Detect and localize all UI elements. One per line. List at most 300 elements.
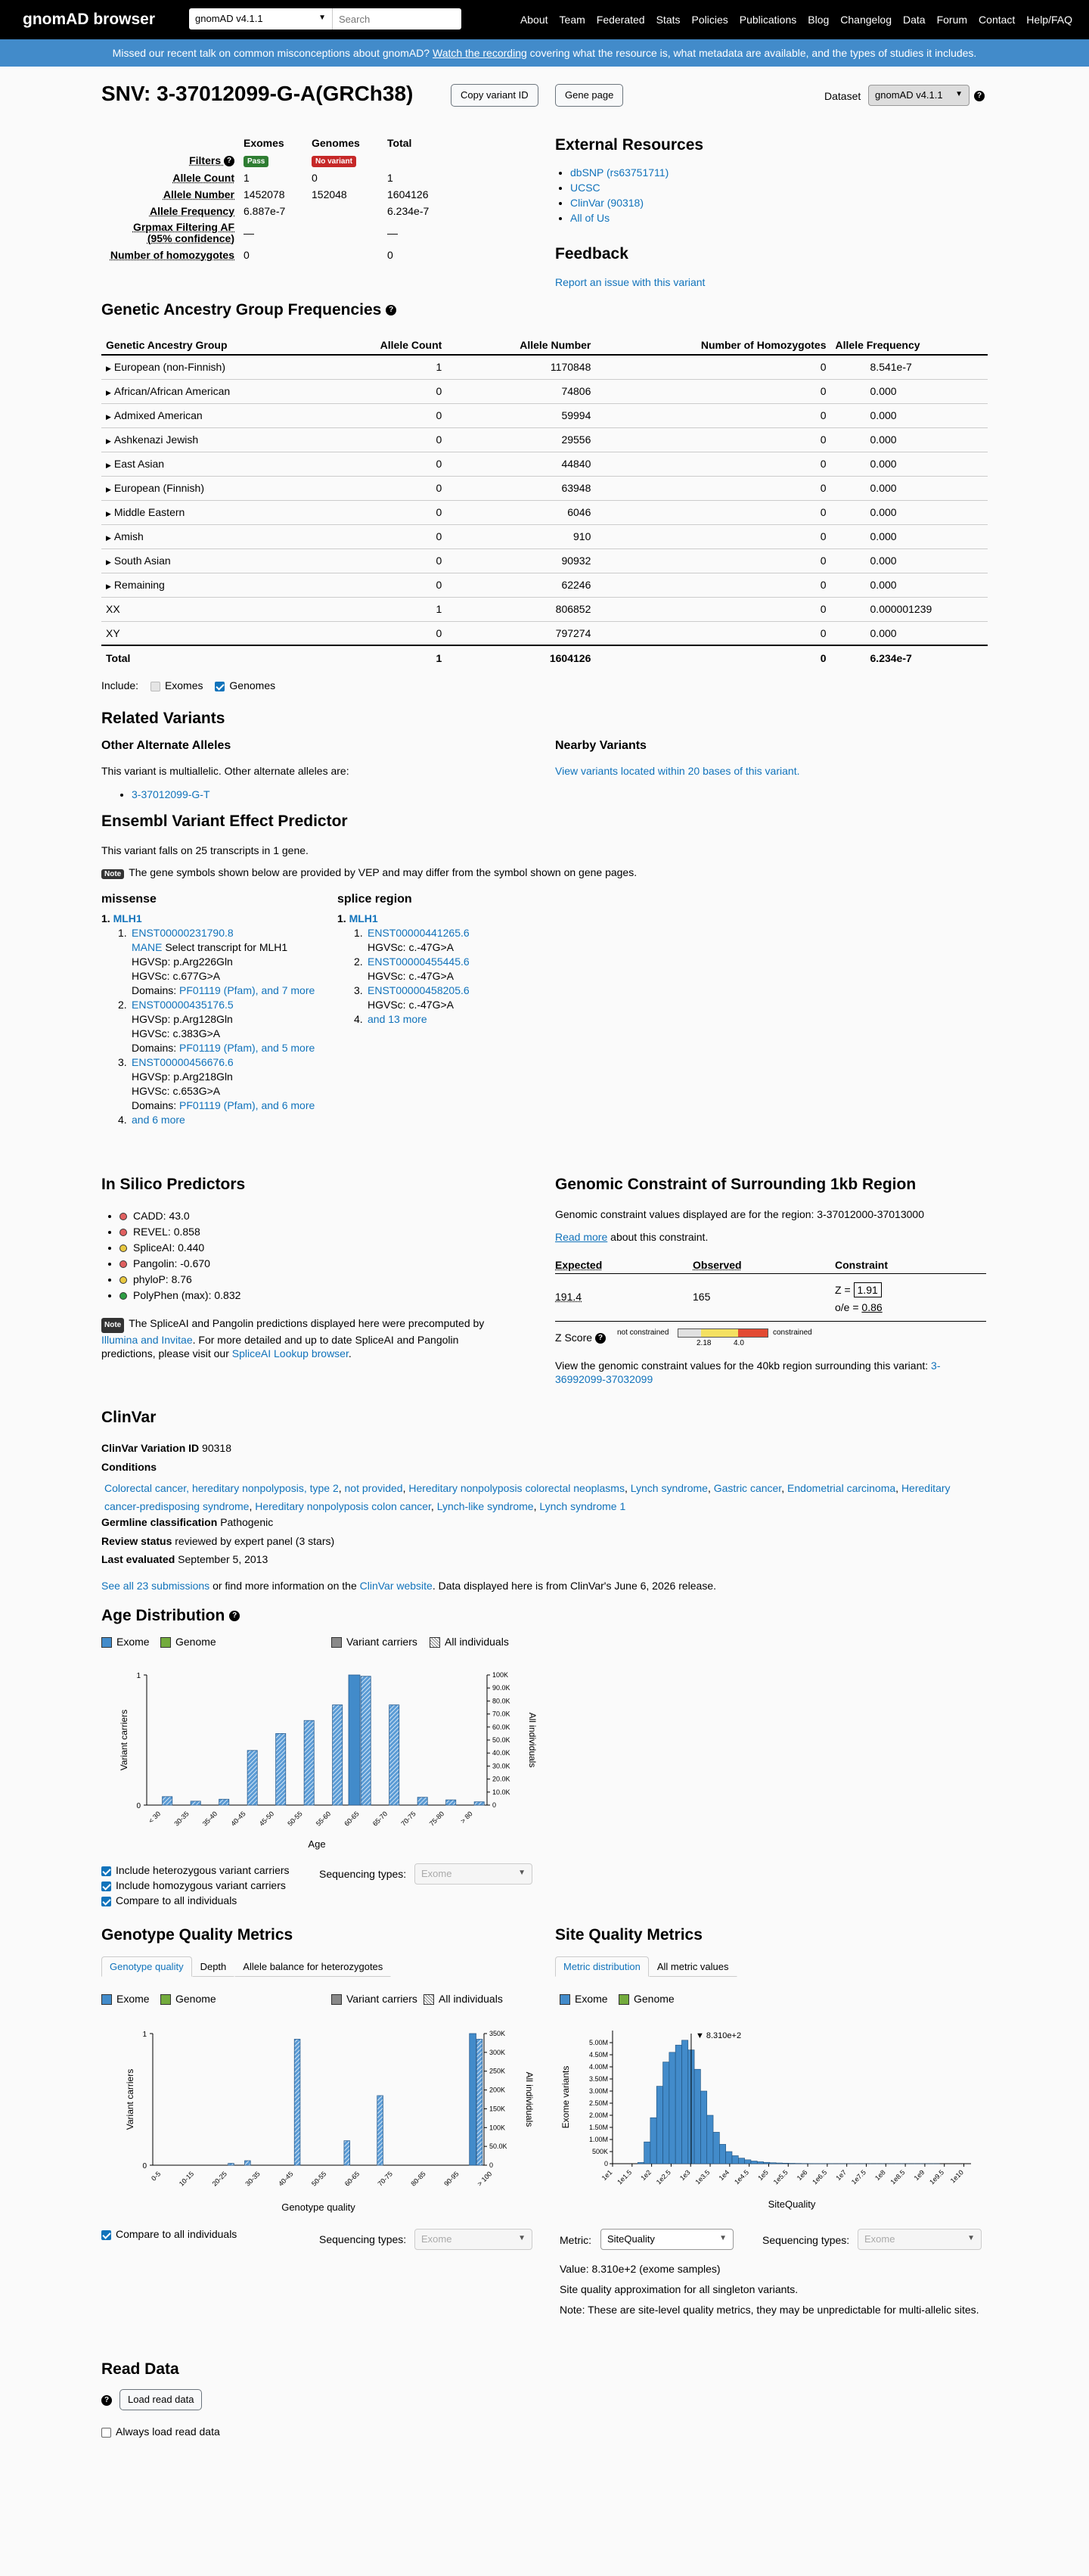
domains: Domains: PF01119 (Pfam), and 6 more [132, 1099, 315, 1111]
x-tick-label: 80-85 [409, 2170, 427, 2188]
ancestry-col-header[interactable]: Allele Count [360, 336, 446, 355]
ancestry-row[interactable] [101, 524, 988, 548]
all-individuals-bar [476, 2039, 482, 2165]
age-legend-carriers: Variant carriers [331, 1636, 417, 1648]
ancestry-title: Genetic Ancestry Group Frequencies ? [101, 301, 396, 319]
expected-value: 191.4 [555, 1291, 582, 1303]
all-individuals-bar [294, 2039, 300, 2165]
ancestry-row[interactable] [101, 355, 988, 379]
all-individuals-bar [247, 1751, 257, 1805]
ancestry-group-cell: ▶ Remaining [101, 573, 360, 597]
ancestry-group-cell: ▶ Admixed American [101, 403, 360, 427]
transcript-link[interactable]: ENST00000455445.6 [368, 956, 470, 968]
x-tick-label: 30-35 [244, 2170, 262, 2188]
nav-link-forum[interactable]: Forum [936, 14, 968, 26]
compare-all-checkbox[interactable]: Compare to all individuals [101, 1893, 290, 1908]
40kb-region-link[interactable]: 3-36992099-37032099 [555, 1359, 941, 1385]
x-tick-label: 90-95 [442, 2170, 461, 2188]
y-tick-label: 1 [136, 1672, 141, 1680]
x-tick-label: 1e6 [795, 2168, 809, 2183]
hgvsc: HGVSc: c.-47G>A [368, 941, 454, 953]
age-chart [101, 1660, 548, 1857]
expand-triangle-icon[interactable]: ▶ [106, 461, 111, 469]
histogram-bar [738, 2158, 744, 2164]
constraint-read-more: Read more about this constraint. [555, 1231, 709, 1243]
transcript-item: 3. ENST00000458205.6 HGVSc: c.-47G>A [354, 984, 470, 1011]
x-tick-label: 60-65 [343, 1810, 361, 1828]
x-tick-label: 75-80 [427, 1810, 446, 1828]
external-link[interactable]: UCSC [570, 182, 600, 194]
condition-link[interactable]: Hereditary cancer-predisposing syndrome [104, 1482, 951, 1512]
ancestry-cell-hom: 0 [595, 452, 830, 476]
all-individuals-bar [219, 1799, 229, 1805]
summary-row [101, 186, 451, 203]
summary-row-label: Number of homozygotes [110, 249, 234, 261]
ancestry-cell-hom: 0 [595, 597, 830, 621]
y-tick-label: 3.00M [588, 2087, 608, 2095]
read-more-link[interactable]: Read more [555, 1231, 608, 1243]
x-tick-label: 10-15 [177, 2170, 196, 2188]
last-evaluated: Last evaluated September 5, 2013 [101, 1553, 268, 1565]
y2-tick-label: 0 [489, 2161, 494, 2169]
summary-cell-tot: 6.234e-7 [387, 205, 430, 217]
x-tick-label: 55-60 [314, 1810, 333, 1828]
summary-cell-tot: 1 [387, 172, 393, 184]
vep-intro: This variant falls on 25 transcripts in 1 gene. [101, 844, 309, 856]
missense-list [101, 912, 315, 1127]
genomes-checkbox[interactable]: Genomes [215, 679, 275, 691]
all-individuals-bar [377, 2096, 383, 2165]
transcript-link[interactable]: ENST00000441265.6 [368, 927, 470, 939]
histogram-bar [751, 2161, 757, 2164]
x-tick-label: 1e3.5 [693, 2168, 712, 2186]
ancestry-row[interactable] [101, 476, 988, 500]
announcement-banner [0, 39, 1089, 67]
y2-tick-label: 150K [489, 2105, 506, 2113]
y2-tick-label: 40.0K [492, 1749, 510, 1757]
ancestry-cell-af: 0.000 [831, 403, 988, 427]
summary-row [101, 247, 451, 263]
ancestry-cell-ac: 0 [360, 500, 446, 524]
view-40kb-text: View the genomic constraint values for the 40kb region surrounding this variant: 3-36992099-37032099 [555, 1359, 941, 1385]
y2-tick-label: 70.0K [492, 1710, 510, 1718]
expand-triangle-icon[interactable]: ▶ [106, 534, 111, 542]
ancestry-col-header[interactable]: Allele Frequency [831, 336, 988, 355]
tab-genotype-quality[interactable]: Genotype quality [101, 1956, 192, 1977]
ancestry-group-cell: ▶ East Asian [101, 452, 360, 476]
histogram-bar [789, 2163, 795, 2164]
ancestry-cell-an: 806852 [446, 597, 595, 621]
y-tick-label: 1 [142, 2031, 147, 2039]
x-tick-label: 1e9 [912, 2168, 926, 2183]
ancestry-cell-ac: 1 [360, 597, 446, 621]
splice-list [337, 912, 470, 1027]
chevron-down-icon: ▼ [518, 2234, 526, 2242]
mane-link[interactable]: MANE [132, 941, 163, 953]
predictor-item: • REVEL: 0.858 [119, 1226, 240, 1238]
x-tick-label: 1e2 [639, 2168, 653, 2183]
genoq-seq-select[interactable]: Exome ▼ [414, 2229, 532, 2250]
include-label: Include: [101, 679, 139, 691]
y2-tick-label: 350K [489, 2030, 506, 2037]
spliceai-lookup-link[interactable]: SpliceAI Lookup browser [231, 1347, 349, 1359]
gene-link[interactable]: MLH1 [349, 912, 378, 924]
more-transcripts-link[interactable]: and 13 more [368, 1013, 427, 1025]
age-legend-all: All individuals [430, 1636, 509, 1648]
observed-value: 165 [693, 1291, 711, 1303]
transcript-link[interactable]: ENST00000231790.8 [132, 927, 234, 939]
ancestry-cell-ac: 0 [360, 621, 446, 645]
age-options [101, 1863, 290, 1908]
ancestry-cell-hom: 0 [595, 355, 830, 379]
y2-tick-label: 200K [489, 2086, 506, 2094]
domain-link[interactable]: PF01119 (Pfam) [179, 984, 256, 996]
x-tick-label: 0-5 [150, 2170, 163, 2183]
ancestry-cell-ac: 1 [360, 645, 446, 670]
y2-tick-label: 100K [492, 1671, 509, 1679]
clinvar-website-link[interactable]: ClinVar website [359, 1580, 433, 1592]
all-individuals-bar [304, 1720, 314, 1805]
nav-link-changelog[interactable]: Changelog [840, 14, 892, 26]
ancestry-total-row [101, 645, 988, 670]
y-axis-label: Variant carriers [125, 2068, 135, 2130]
ancestry-row[interactable] [101, 573, 988, 597]
hgvsc: HGVSc: c.-47G>A [368, 999, 454, 1011]
help-icon[interactable]: ? [229, 1611, 240, 1621]
ancestry-row[interactable] [101, 452, 988, 476]
ancestry-cell-hom: 0 [595, 548, 830, 573]
summary-cell-ex: 1452078 [244, 188, 285, 200]
y-tick-label: 0 [603, 2160, 608, 2167]
tab-allele-balance-for-heterozygotes[interactable]: Allele balance for heterozygotes [234, 1956, 391, 1977]
related-variants-title: Related Variants [101, 710, 225, 727]
ancestry-col-header[interactable]: Number of Homozygotes [595, 336, 830, 355]
genoq-legend-genome: Genome [160, 1993, 216, 2005]
condition-link[interactable]: Lynch-like syndrome [436, 1500, 534, 1512]
ancestry-row[interactable] [101, 500, 988, 524]
x-tick-label: 1e8 [873, 2168, 887, 2183]
y-axis-label: Variant carriers [119, 1709, 129, 1771]
y-axis-label: Exome variants [560, 2065, 571, 2129]
ancestry-group-cell: ▶ Amish [101, 524, 360, 548]
condition-link[interactable]: Colorectal cancer, hereditary nonpolyposis, type 2 [104, 1482, 339, 1494]
load-read-data-button[interactable]: Load read data [119, 2389, 202, 2410]
z-score-value: Z = 1.91 [835, 1284, 882, 1296]
histogram-bar [707, 2115, 713, 2164]
x-tick-label: 1e7 [834, 2168, 849, 2183]
histogram-bar [681, 2040, 687, 2164]
copy-variant-id-button[interactable]: Copy variant ID [451, 84, 538, 107]
external-resources-title: External Resources [555, 136, 704, 154]
age-legend-genome: Genome [160, 1636, 216, 1648]
genoq-chart [101, 2017, 548, 2221]
threshold-1: 2.18 [697, 1339, 712, 1347]
x-axis-label: Age [308, 1838, 326, 1850]
nav-link-policies[interactable]: Policies [691, 14, 728, 26]
expand-triangle-icon[interactable]: ▶ [106, 558, 111, 566]
include-hom-checkbox[interactable]: Include homozygous variant carriers [101, 1878, 290, 1893]
summary-cell-ge: 152048 [312, 188, 347, 200]
variant-carriers-bar [470, 2034, 476, 2165]
germline-classification: Germline classification Pathogenic [101, 1516, 274, 1528]
histogram-bar [638, 2162, 644, 2164]
histogram-bar [764, 2162, 770, 2164]
ancestry-row[interactable] [101, 427, 988, 452]
x-tick-label: 1e1.5 [616, 2168, 634, 2186]
other-alleles-list [116, 785, 210, 803]
exome-filter-badge: Pass [244, 156, 268, 167]
ancestry-group-cell: XY [101, 621, 360, 645]
report-issue-link[interactable]: Report an issue with this variant [555, 276, 706, 288]
review-status: Review status reviewed by expert panel (3 stars) [101, 1535, 335, 1547]
banner-link[interactable]: Watch the recording [433, 47, 527, 59]
transcript-link[interactable]: ENST00000458205.6 [368, 984, 470, 996]
nav-link-stats[interactable]: Stats [656, 14, 681, 26]
age-seq-select[interactable]: Exome ▼ [414, 1863, 532, 1885]
ancestry-cell-an: 797274 [446, 621, 595, 645]
ancestry-cell-hom: 0 [595, 573, 830, 597]
condition-link[interactable]: Hereditary nonpolyposis colorectal neoplasms [408, 1482, 625, 1494]
nearby-variants-link[interactable]: View variants located within 20 bases of this variant. [555, 765, 800, 777]
x-tick-label: 20-25 [210, 2170, 228, 2188]
all-individuals-bar [191, 1801, 200, 1805]
allele-link[interactable]: 3-37012099-G-T [132, 788, 210, 800]
transcript-link[interactable]: ENST00000456676.6 [132, 1056, 234, 1068]
expand-triangle-icon[interactable]: ▶ [106, 583, 111, 590]
nav-link-contact[interactable]: Contact [979, 14, 1016, 26]
histogram-bar [694, 2069, 700, 2164]
page-title: SNV: 3-37012099-G-A(GRCh38) [101, 82, 414, 105]
external-links-list [555, 163, 669, 227]
brand-logo[interactable]: gnomAD browser [23, 11, 156, 28]
dataset-select[interactable] [189, 8, 333, 30]
nav-link-help-faq[interactable]: Help/FAQ [1026, 14, 1072, 26]
constraint-title: Genomic Constraint of Surrounding 1kb Region [555, 1176, 917, 1193]
ancestry-row [101, 621, 988, 645]
ancestry-cell-af: 0.000 [831, 573, 988, 597]
y-tick-label: 5.00M [588, 2039, 608, 2046]
all-individuals-bar [333, 1705, 343, 1805]
chevron-down-icon: ▼ [518, 1869, 526, 1877]
clinvar-footer: See all 23 submissions or find more information on the ClinVar website. Data displayed here is from ClinVar's June 6, 2026 release. [101, 1580, 717, 1592]
hgvsc: HGVSc: c.-47G>A [368, 970, 454, 982]
help-icon[interactable]: ? [595, 1333, 606, 1344]
help-icon[interactable]: ? [974, 89, 985, 101]
condition-link[interactable]: Hereditary nonpolyposis colon cancer [255, 1500, 431, 1512]
predictor-item: • phyloP: 8.76 [119, 1273, 240, 1285]
nav-link-about[interactable]: About [520, 14, 548, 26]
help-icon[interactable]: ? [224, 156, 234, 166]
ancestry-cell-ac: 0 [360, 548, 446, 573]
variant-marker-label: ▼ 8.310e+2 [695, 2031, 742, 2040]
ancestry-row[interactable] [101, 403, 988, 427]
nav-link-team[interactable]: Team [559, 14, 585, 26]
histogram-bar [644, 2142, 650, 2164]
chevron-down-icon: ▼ [955, 90, 963, 98]
search-input[interactable] [333, 8, 461, 30]
summary-row-label: Allele Number [163, 188, 234, 200]
summary-cell-ex: 6.887e-7 [244, 205, 286, 217]
condition-link[interactable]: Lynch syndrome [630, 1482, 708, 1494]
y2-tick-label: 30.0K [492, 1762, 510, 1770]
expand-triangle-icon[interactable]: ▶ [106, 437, 111, 445]
hgvsc: HGVSc: c.677G>A [132, 970, 221, 982]
ancestry-cell-an: 1170848 [446, 355, 595, 379]
expand-triangle-icon[interactable]: ▶ [106, 365, 111, 373]
summary-cell-ge: 0 [312, 172, 318, 184]
condition-link[interactable]: not provided [344, 1482, 403, 1494]
siteq-legend-exome: Exome [560, 1993, 608, 2005]
missense-title: missense [101, 893, 157, 906]
not-constrained-label: not constrained [617, 1328, 669, 1337]
threshold-2: 4.0 [734, 1339, 744, 1347]
histogram-bar [669, 2052, 675, 2164]
ancestry-row [101, 597, 988, 621]
constraint-intro: Genomic constraint values displayed are for the region: 3-37012000-37013000 [555, 1208, 924, 1220]
tab-metric-distribution[interactable]: Metric distribution [555, 1956, 649, 1977]
conditions-label: Conditions [101, 1461, 157, 1473]
gene-link[interactable]: MLH1 [113, 912, 142, 924]
external-link-item [570, 182, 669, 194]
transcript-item: 2. ENST00000455445.6 HGVSc: c.-47G>A [354, 956, 470, 982]
clinvar-title: ClinVar [101, 1409, 157, 1426]
more-domains-link[interactable]: , and 5 more [255, 1042, 315, 1054]
x-tick-label: 1e10 [948, 2168, 965, 2185]
summary-cell-ex: 1 [244, 172, 250, 184]
col-total: Total [387, 137, 412, 149]
condition-link[interactable]: Lynch syndrome 1 [539, 1500, 626, 1512]
metric-select[interactable]: SiteQuality ▼ [600, 2229, 734, 2250]
histogram-bar [726, 2152, 732, 2164]
zscore-gradient-bar [678, 1328, 768, 1338]
nav-link-federated[interactable]: Federated [596, 14, 645, 26]
illumina-link[interactable]: Illumina and Invitae [101, 1334, 193, 1346]
x-tick-label: > 80 [459, 1810, 474, 1825]
condition-link[interactable]: Gastric cancer [713, 1482, 782, 1494]
dataset-dropdown[interactable] [868, 85, 970, 106]
x-tick-label: 70-75 [399, 1810, 417, 1828]
zscore-label: Z Score ? [555, 1332, 606, 1344]
x-tick-label: 1e2.5 [654, 2168, 672, 2186]
predictor-item: • CADD: 43.0 [119, 1210, 240, 1222]
more-domains-link[interactable]: , and 7 more [255, 984, 315, 996]
help-icon[interactable]: ? [386, 305, 396, 315]
ancestry-cell-an: 6046 [446, 500, 595, 524]
help-icon[interactable]: ? [101, 2394, 112, 2406]
expand-triangle-icon[interactable]: ▶ [106, 389, 111, 396]
always-load-checkbox[interactable]: Always load read data [101, 2425, 220, 2438]
variant-carriers-bar [349, 1675, 360, 1805]
siteq-seq-select[interactable]: Exome ▼ [858, 2229, 982, 2250]
expand-triangle-icon[interactable]: ▶ [106, 413, 111, 421]
insilico-list [116, 1206, 240, 1305]
summary-table [101, 135, 451, 263]
all-individuals-bar [361, 1676, 371, 1805]
expand-triangle-icon[interactable]: ▶ [106, 510, 111, 517]
all-individuals-bar [163, 1797, 172, 1805]
ancestry-cell-ac: 0 [360, 476, 446, 500]
col-exomes: Exomes [244, 137, 284, 149]
genoq-compare-checkbox[interactable]: Compare to all individuals [101, 2228, 237, 2240]
x-tick-label: > 100 [476, 2170, 494, 2188]
main-nav [520, 14, 1072, 26]
ancestry-col-header[interactable]: Genetic Ancestry Group [101, 336, 360, 355]
tab-depth[interactable]: Depth [192, 1956, 235, 1977]
transcript-item: 1. ENST00000231790.8 MANE Select transcript for MLH1 HGVSp: p.Arg226Gln HGVSc: c.677G>A Domains: PF01119 (Pfam), and 7 more [118, 927, 315, 996]
more-transcripts-link[interactable]: and 6 more [132, 1114, 185, 1126]
exomes-checkbox[interactable]: Exomes [150, 679, 203, 691]
ancestry-col-header[interactable]: Allele Number [446, 336, 595, 355]
summary-row-label: Grpmax Filtering AF (95% confidence) [132, 221, 234, 244]
tab-all-metric-values[interactable]: All metric values [649, 1956, 737, 1977]
x-tick-label: 1e3 [678, 2168, 692, 2183]
dataset-select-value: gnomAD v4.1.1 [195, 13, 263, 24]
nav-link-data[interactable]: Data [903, 14, 926, 26]
nav-link-publications[interactable]: Publications [739, 14, 797, 26]
x-tick-label: 1e5.5 [771, 2168, 790, 2186]
transcript-item: 3. ENST00000456676.6 HGVSp: p.Arg218Gln HGVSc: c.653G>A Domains: PF01119 (Pfam), and 6 more [118, 1056, 315, 1111]
external-link[interactable]: ClinVar (90318) [570, 197, 644, 209]
x-tick-label: 50-55 [286, 1810, 304, 1828]
genoq-legend-exome: Exome [101, 1993, 150, 2005]
summary-row-label: Allele Count [172, 172, 234, 184]
ancestry-group-cell: XX [101, 597, 360, 621]
all-individuals-bar [344, 2141, 350, 2165]
gene-page-button[interactable]: Gene page [555, 84, 623, 107]
expected-header: Expected [555, 1259, 603, 1271]
all-individuals-bar [389, 1705, 399, 1805]
ancestry-cell-af: 0.000 [831, 427, 988, 452]
external-link-item [570, 212, 669, 224]
x-tick-label: 1e4.5 [733, 2168, 751, 2186]
ancestry-cell-af: 0.000001239 [831, 597, 988, 621]
condition-link[interactable]: Endometrial carcinoma [786, 1482, 896, 1494]
all-individuals-bar [228, 2164, 234, 2165]
ancestry-cell-hom: 0 [595, 524, 830, 548]
transcript-link[interactable]: ENST00000435176.5 [132, 999, 234, 1011]
constraint-header [555, 1259, 986, 1274]
other-alleles-title: Other Alternate Alleles [101, 739, 231, 752]
ancestry-group-cell: ▶ European (non-Finnish) [101, 355, 360, 379]
y2-tick-label: 90.0K [492, 1684, 510, 1692]
ancestry-cell-hom: 0 [595, 500, 830, 524]
y-tick-label: 0 [136, 1802, 141, 1810]
ancestry-row[interactable] [101, 379, 988, 403]
constraint-divider [555, 1321, 986, 1322]
external-link[interactable]: All of Us [570, 212, 610, 224]
ancestry-cell-hom: 0 [595, 621, 830, 645]
domain-link[interactable]: PF01119 (Pfam) [179, 1042, 256, 1054]
more-domains-link[interactable]: , and 6 more [255, 1099, 315, 1111]
multiallelic-text: This variant is multiallelic. Other alternate alleles are: [101, 765, 349, 777]
domain-link[interactable]: PF01119 (Pfam) [179, 1099, 256, 1111]
hgvsp: HGVSp: p.Arg128Gln [132, 1013, 233, 1025]
siteq-seq-label: Sequencing types: [762, 2234, 850, 2246]
siteq-value: Value: 8.310e+2 (exome samples) [560, 2263, 721, 2275]
external-link[interactable]: dbSNP (rs63751711) [570, 166, 669, 179]
x-tick-label: 45-50 [257, 1810, 276, 1828]
histogram-bar [783, 2163, 789, 2164]
oe-value: o/e = 0.86 [835, 1301, 883, 1313]
genoq-seq-label: Sequencing types: [319, 2233, 407, 2245]
expand-triangle-icon[interactable]: ▶ [106, 486, 111, 493]
y2-axis-label: All individuals [527, 1712, 538, 1768]
ancestry-row[interactable] [101, 548, 988, 573]
nav-link-blog[interactable]: Blog [808, 14, 830, 26]
see-all-submissions-link[interactable]: See all 23 submissions [101, 1580, 210, 1592]
predictor-dot-icon [119, 1260, 127, 1268]
include-het-checkbox[interactable]: Include heterozygous variant carriers [101, 1863, 290, 1878]
